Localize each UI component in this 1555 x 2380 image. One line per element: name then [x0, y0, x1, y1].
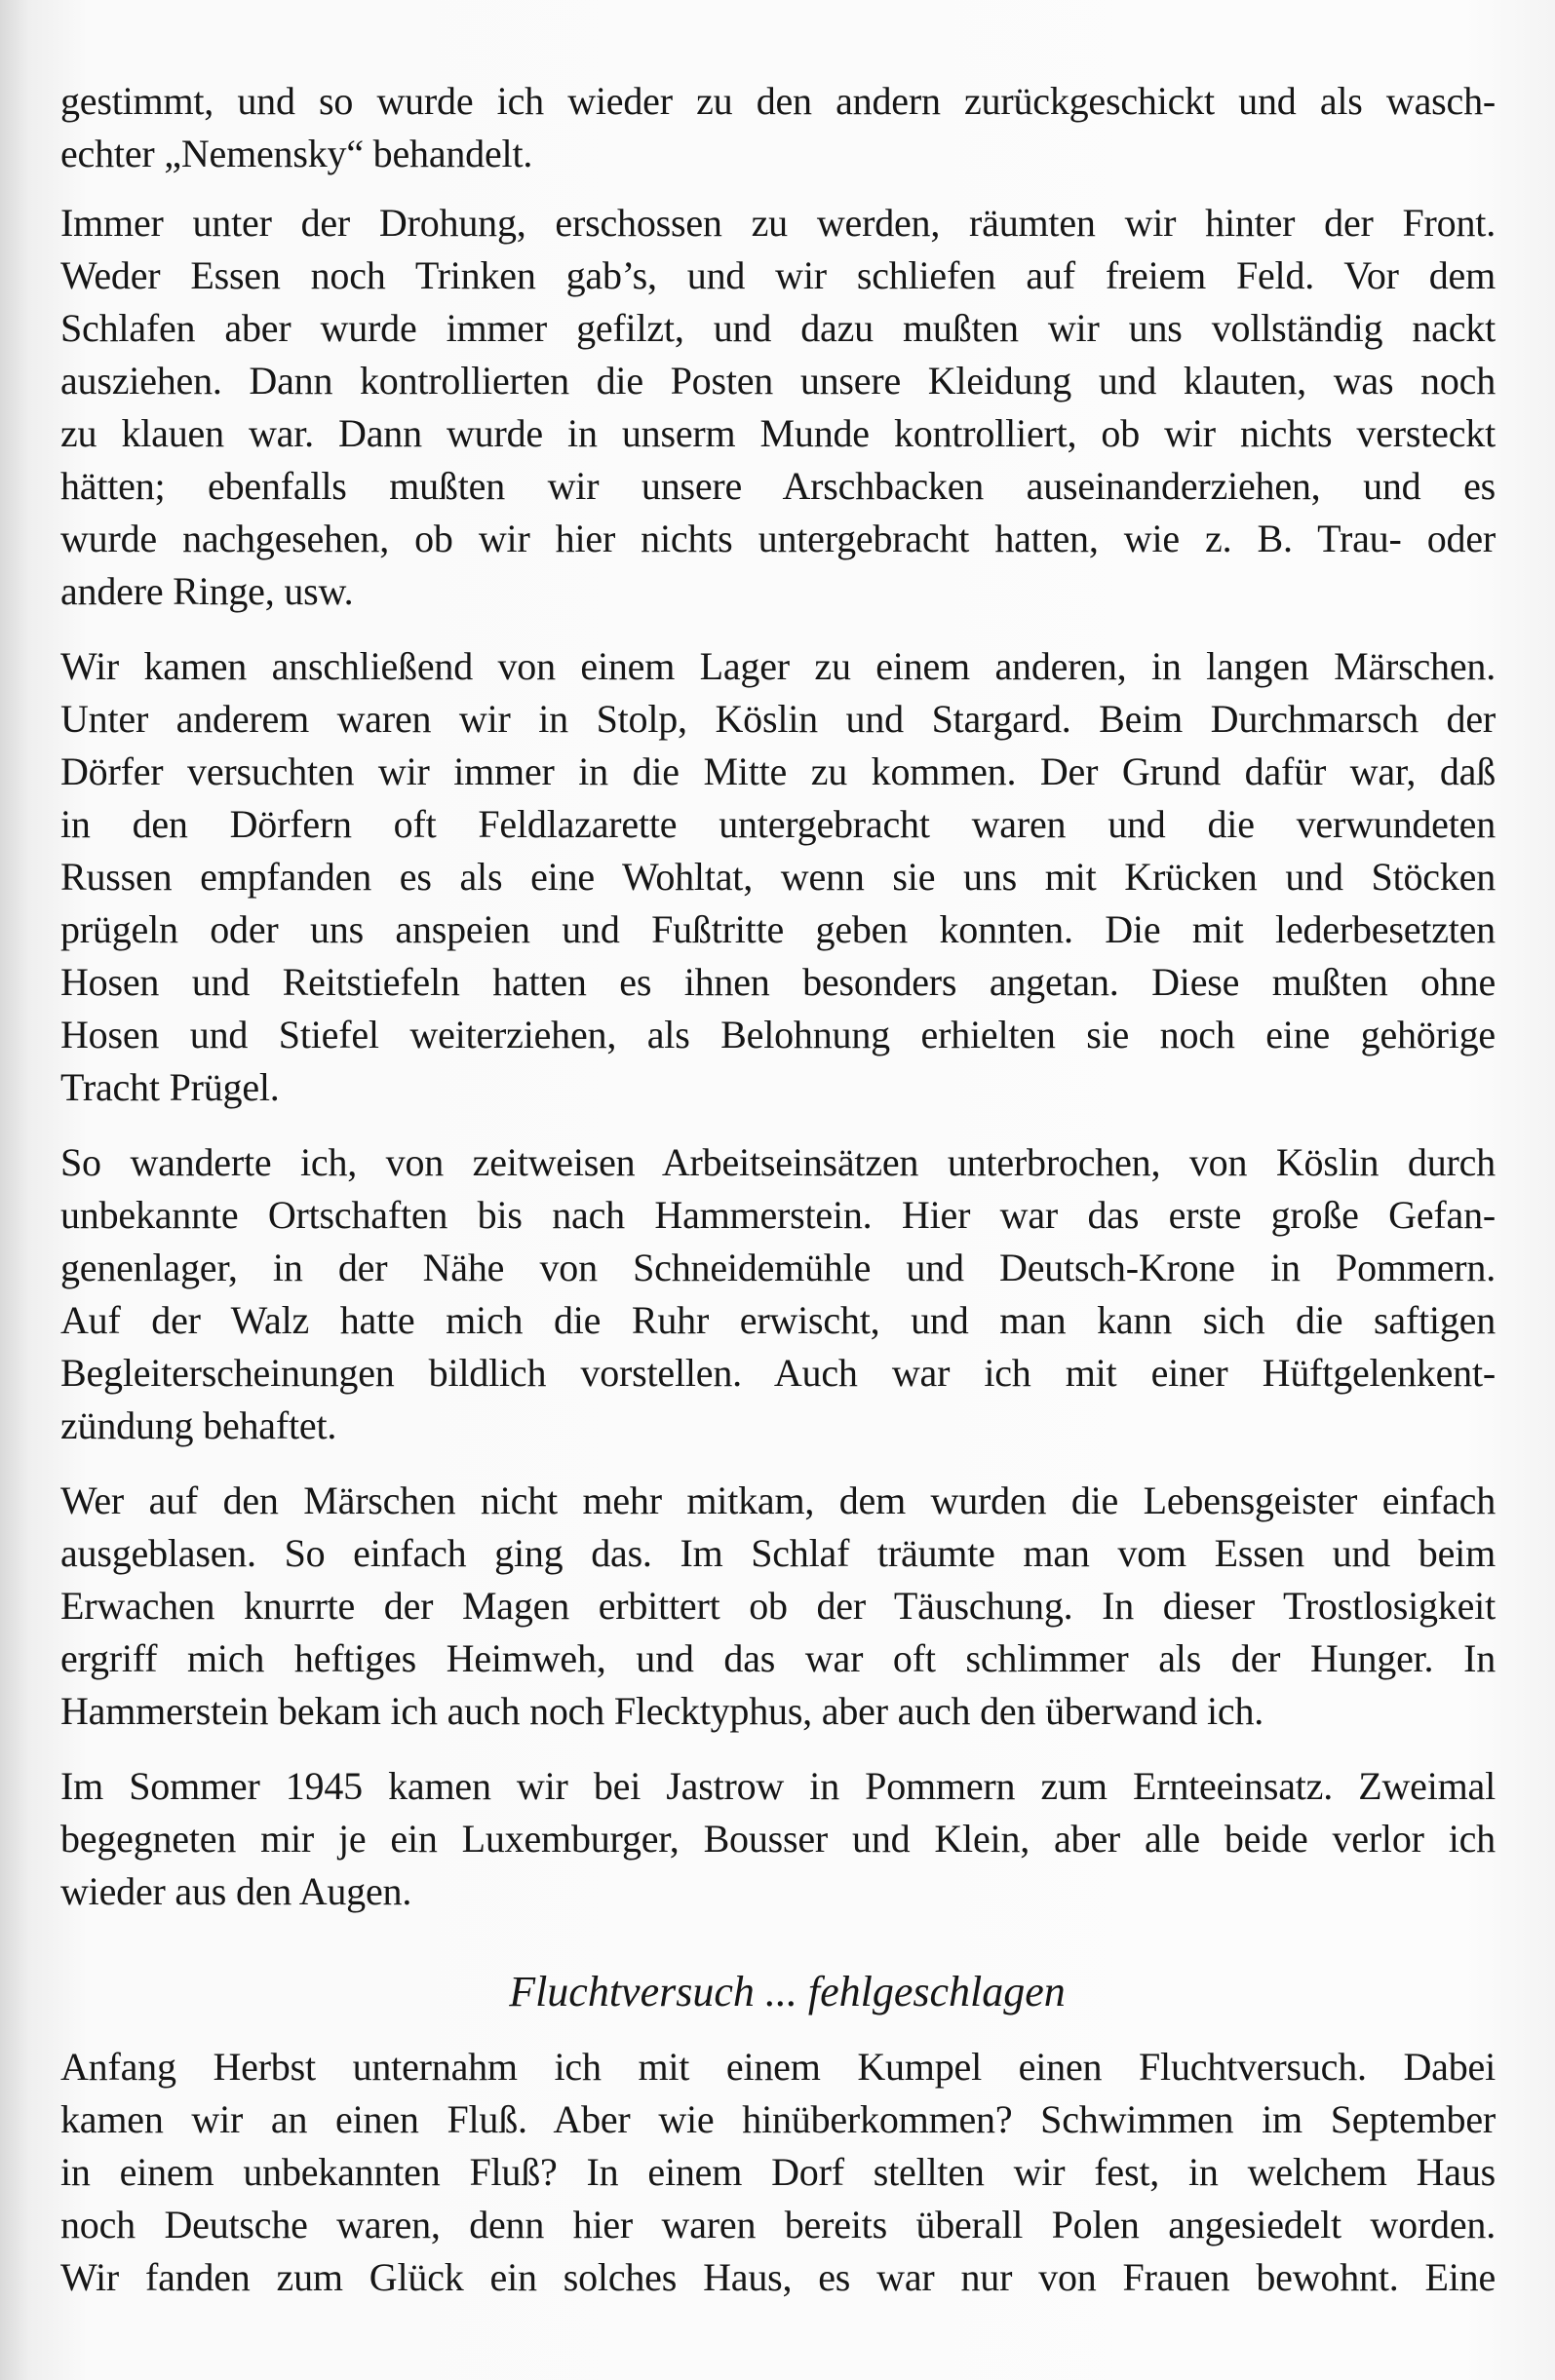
paragraph-4	[60, 1136, 1496, 1452]
text-line: Auf der Walz hatte mich die Ruhr erwischt, und man kann sich die saftigen	[60, 1298, 1496, 1342]
text-line: genenlager, in der Nähe von Schneidemühle und Deutsch-Krone in Pommern.	[60, 1246, 1496, 1289]
text-line: Unter anderem waren wir in Stolp, Köslin und Stargard. Beim Durchmarsch der	[60, 697, 1496, 741]
text-line: echter „Nemensky“ behandelt.	[60, 132, 533, 175]
text-line: in den Dörfern oft Feldlazarette untergebracht waren und die verwundeten	[60, 802, 1496, 846]
text-line: noch Deutsche waren, denn hier waren bereits überall Polen angesiedelt worden.	[60, 2203, 1496, 2246]
text-line: ergriff mich heftiges Heimweh, und das war oft schlimmer als der Hunger. In	[60, 1636, 1496, 1680]
text-line: Hosen und Stiefel weiterziehen, als Belohnung erhielten sie noch eine gehörige	[60, 1013, 1496, 1056]
text-line: Tracht Prügel.	[60, 1065, 280, 1109]
text-line: unbekannte Ortschaften bis nach Hammerstein. Hier war das erste große Gefan-	[60, 1193, 1496, 1237]
text-line: Immer unter der Drohung, erschossen zu werden, räumten wir hinter der Front.	[60, 201, 1496, 245]
paragraph-1	[60, 75, 1496, 180]
text-line: Dörfer versuchten wir immer in die Mitte zu kommen. Der Grund dafür war, daß	[60, 749, 1496, 793]
text-line: ausgeblasen. So einfach ging das. Im Schlaf träumte man vom Essen und beim	[60, 1531, 1496, 1575]
paragraph-5	[60, 1475, 1496, 1738]
text-line: zündung behaftet.	[60, 1403, 337, 1447]
text-line: hätten; ebenfalls mußten wir unsere Arschbacken auseinanderziehen, und es	[60, 464, 1496, 508]
text-line: Im Sommer 1945 kamen wir bei Jastrow in Pommern zum Ernteeinsatz. Zweimal	[60, 1764, 1496, 1808]
paragraph-2	[60, 197, 1496, 618]
text-line: kamen wir an einen Fluß. Aber wie hinüberkommen? Schwimmen im September	[60, 2097, 1496, 2141]
text-line: wieder aus den Augen.	[60, 1869, 412, 1913]
text-line: Hammerstein bekam ich auch noch Flecktyphus, aber auch den überwand ich.	[60, 1689, 1264, 1733]
text-line: Russen empfanden es als eine Wohltat, wenn sie uns mit Krücken und Stöcken	[60, 855, 1496, 899]
section-heading: Fluchtversuch ... fehlgeschlagen	[509, 1968, 1066, 2015]
text-line: zu klauen war. Dann wurde in unserm Munde kontrolliert, ob wir nichts versteckt	[60, 411, 1496, 455]
text-line: Erwachen knurrte der Magen erbittert ob der Täuschung. In dieser Trostlosigkeit	[60, 1584, 1496, 1628]
text-line: prügeln oder uns anspeien und Fußtritte geben konnten. Die mit lederbesetzten	[60, 907, 1496, 951]
text-line: ausziehen. Dann kontrollierten die Posten unsere Kleidung und klauten, was noch	[60, 359, 1496, 403]
text-line: Schlafen aber wurde immer gefilzt, und dazu mußten wir uns vollständig nackt	[60, 306, 1496, 350]
text-line: Wer auf den Märschen nicht mehr mitkam, dem wurden die Lebensgeister einfach	[60, 1478, 1496, 1522]
text-line: Hosen und Reitstiefeln hatten es ihnen besonders angetan. Diese mußten ohne	[60, 960, 1496, 1004]
text-line: Weder Essen noch Trinken gab’s, und wir schliefen auf freiem Feld. Vor dem	[60, 253, 1496, 297]
text-line: wurde nachgesehen, ob wir hier nichts untergebracht hatten, wie z. B. Trau- oder	[60, 517, 1496, 560]
paragraph-6	[60, 1760, 1496, 1918]
text-line: So wanderte ich, von zeitweisen Arbeitseinsätzen unterbrochen, von Köslin durch	[60, 1140, 1496, 1184]
text-line: begegneten mir je ein Luxemburger, Bousser und Klein, aber alle beide verlor ich	[60, 1817, 1496, 1861]
text-line: Wir fanden zum Glück ein solches Haus, es war nur von Frauen bewohnt. Eine	[60, 2255, 1496, 2299]
text-line: in einem unbekannten Fluß? In einem Dorf stellten wir fest, in welchem Haus	[60, 2150, 1496, 2194]
text-line: gestimmt, und so wurde ich wieder zu den andern zurückgeschickt und als wasch-	[60, 79, 1496, 123]
paragraph-3	[60, 640, 1496, 1114]
text-line: Anfang Herbst unternahm ich mit einem Kumpel einen Fluchtversuch. Dabei	[60, 2045, 1496, 2089]
paragraph-7	[60, 2041, 1496, 2304]
text-line: andere Ringe, usw.	[60, 569, 354, 613]
text-line: Begleiterscheinungen bildlich vorstellen. Auch war ich mit einer Hüftgelenkent-	[60, 1351, 1496, 1395]
text-line: Wir kamen anschließend von einem Lager zu einem anderen, in langen Märschen.	[60, 644, 1496, 688]
